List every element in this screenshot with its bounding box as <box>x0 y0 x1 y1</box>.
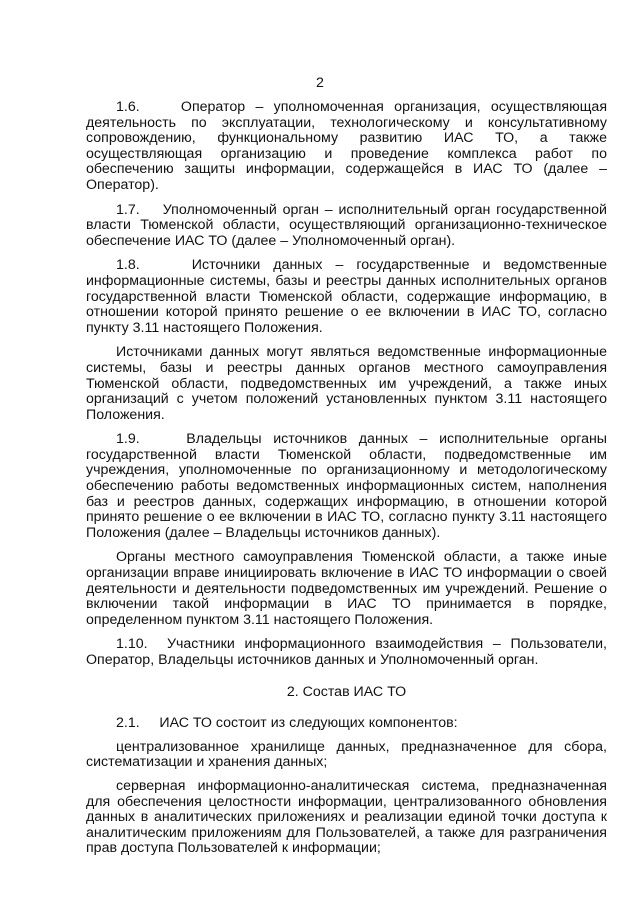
list-item: серверная информационно-аналитическая система, предназначенная для обеспечения целостности информации, централизованного обновления данных в аналитических приложениях и реализации единой точки доступа к аналитическим приложениям для Пользователей, а также для разграничения прав доступа Пользователей к информации; <box>86 777 607 857</box>
paragraph-1-9-note: Органы местного самоуправления Тюменской области, а также иные организации вправе инициировать включение в ИАС ТО информации о своей деятельности и деятельности подведомственных им учреждений. Решение о включении такой информации в ИАС ТО принимается в порядке, определенном пунктом 3.11 настоящего Положения. <box>86 549 607 628</box>
list-item: централизованное хранилище данных, предназначенное для сбора, систематизации и хранения данных; <box>86 738 607 771</box>
paragraph-1-8: 1.8. Источники данных – государственные и ведомственные информационные системы, базы и реестры данных исполнительных органов государственной власти Тюменской области, содержащие информацию, в отношении которой принято решение о ее включении в ИАС ТО, согласно пункту 3.11 настоящего Положения. <box>86 257 607 336</box>
document-body <box>86 100 607 865</box>
section-heading: 2. Состав ИАС ТО <box>286 683 407 700</box>
paragraph-1-6: 1.6. Оператор – уполномоченная организация, осуществляющая деятельность по эксплуатации, технологическому и консультативному сопровождению, функциональному развитию ИАС ТО, а также осуществляющая организацию и проведение комплекса работ по обеспечению защиты информации, содержащейся в ИАС ТО (далее – Оператор). <box>86 99 607 193</box>
paragraph-1-8-note: Источниками данных могут являться ведомственные информационные системы, базы и реестры данных органов местного самоуправления Тюменской области, подведомственных им учреждений, а также иных организаций с учетом положений установленных пунктом 3.11 настоящего Положения. <box>86 344 607 423</box>
paragraph-2-1: 2.1. ИАС ТО состоит из следующих компонентов: <box>116 715 458 732</box>
paragraph-1-10: 1.10. Участники информационного взаимодействия – Пользователи, Оператор, Владельцы источников данных и Уполномоченный орган. <box>86 636 607 668</box>
paragraph-1-7: 1.7. Уполномоченный орган – исполнительный орган государственной власти Тюменской области, осуществляющий организационно-техническое обеспечение ИАС ТО (далее – Уполномоченный орган). <box>86 201 607 249</box>
page-number: 2 <box>316 75 324 91</box>
paragraph-1-9: 1.9. Владельцы источников данных – исполнительные органы государственной власти Тюменской области, подведомственные им учреждения, уполномоченные по организационному и методологическому обеспечению работы ведомственных информационных систем, наполнения баз и реестров данных, содержащих информацию, в отношении которой принято решение о ее включении в ИАС ТО, согласно пункту 3.11 настоящего Положения (далее – Владельцы источников данных). <box>86 431 607 541</box>
